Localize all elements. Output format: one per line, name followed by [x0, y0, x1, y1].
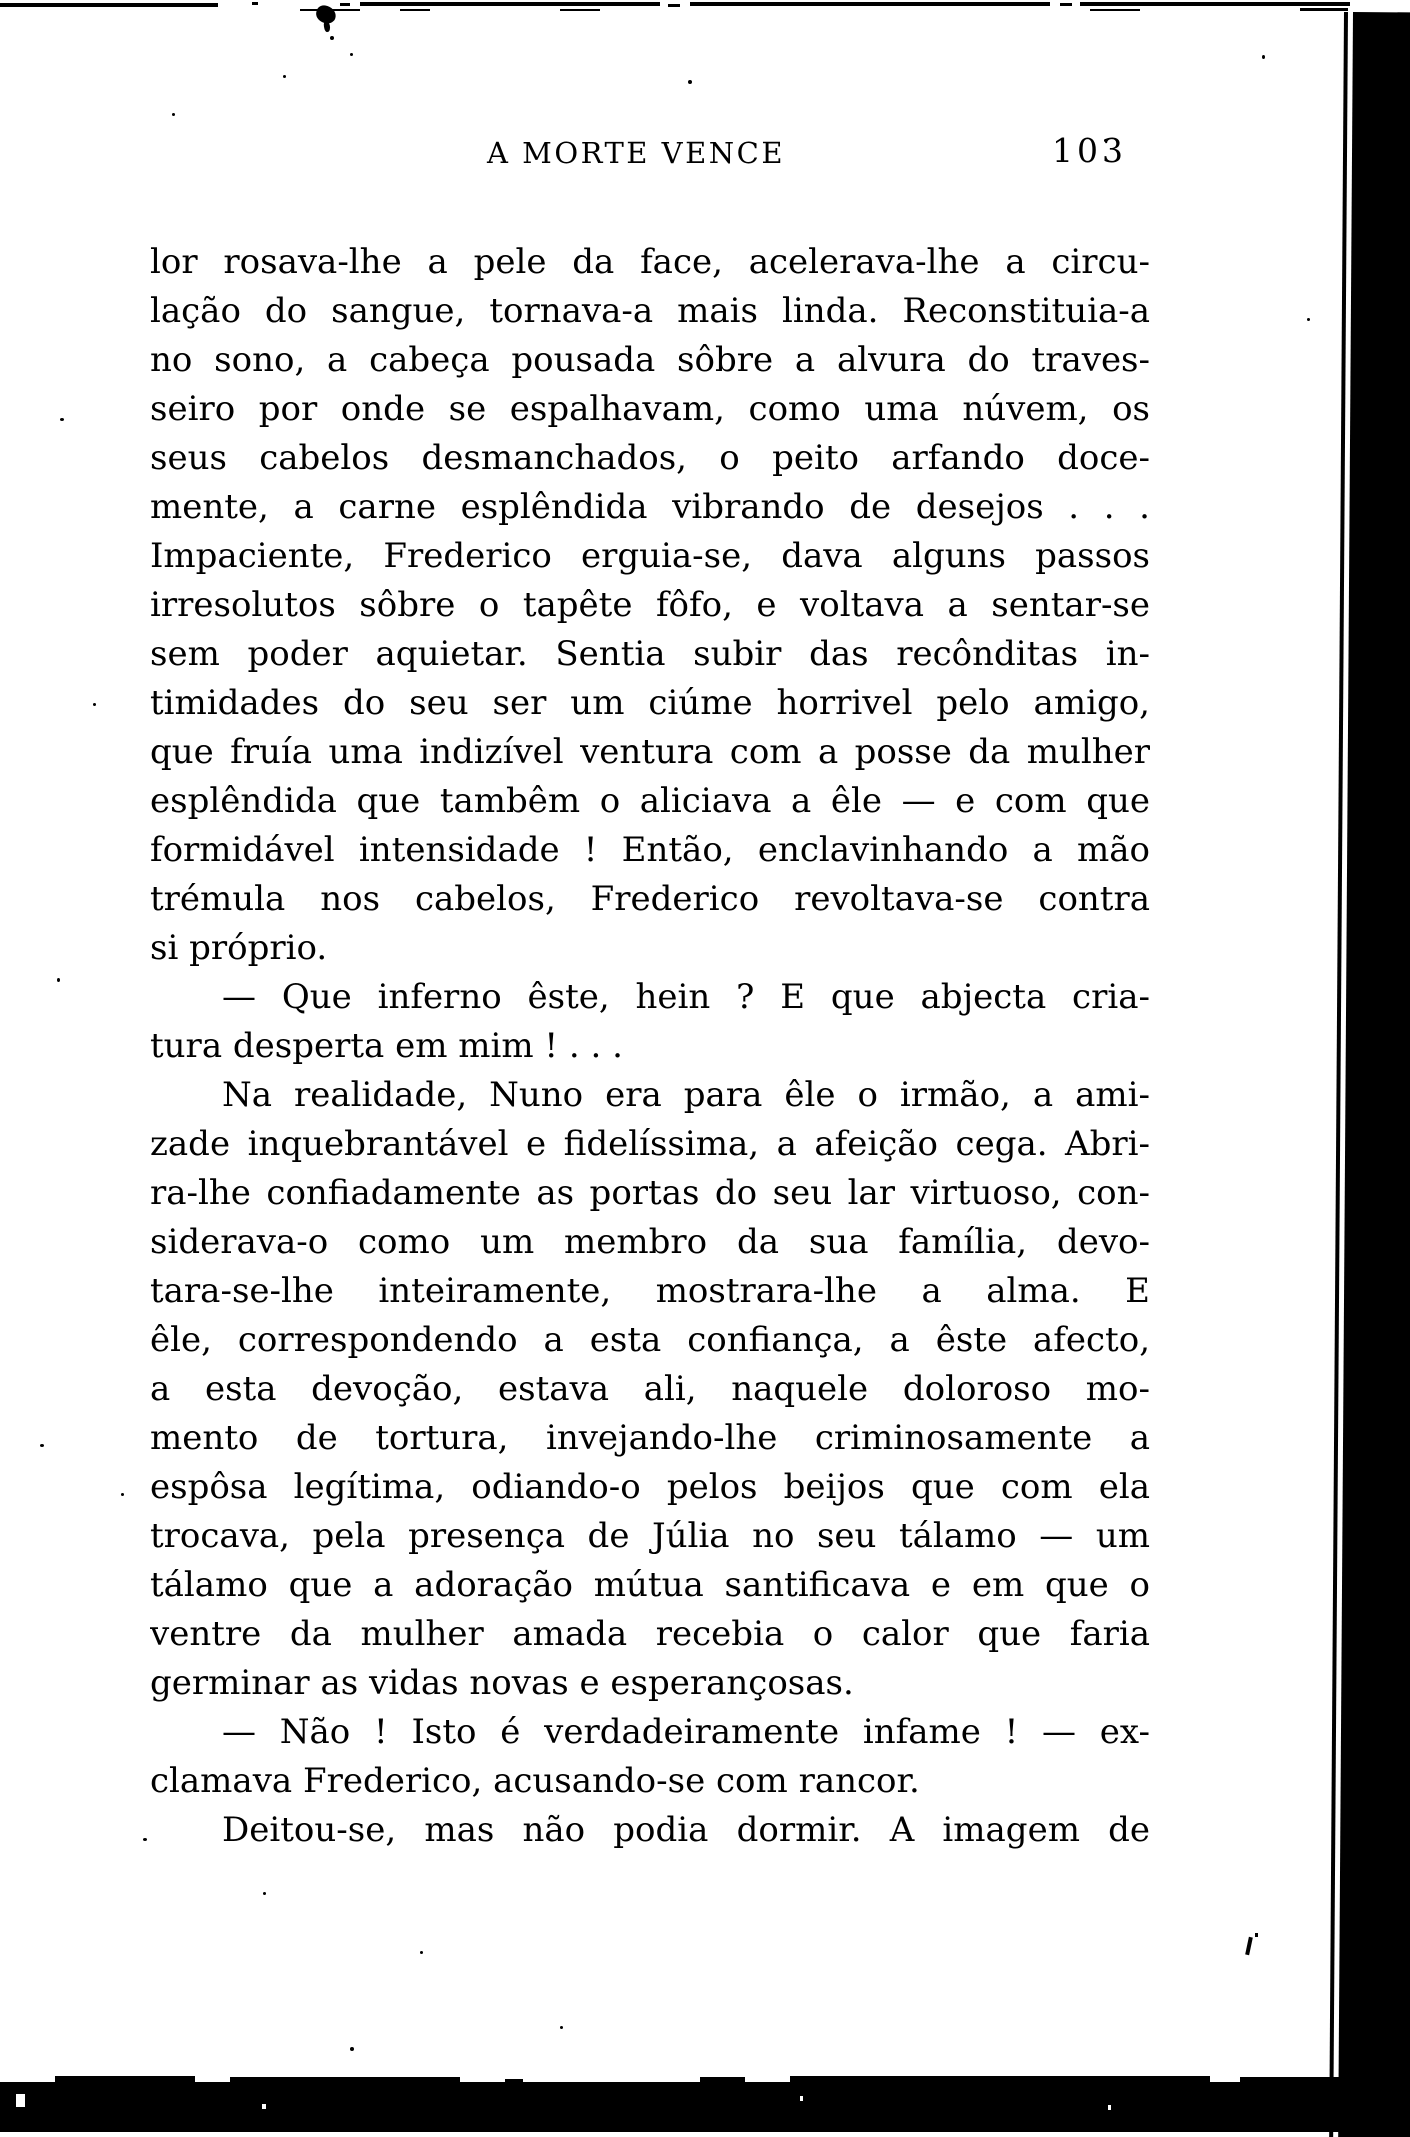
top-edge-rule	[1300, 8, 1348, 11]
bottom-scan-border	[230, 2077, 460, 2082]
text-line: clamava Frederico, acusando-se com rancor.	[150, 1761, 920, 1801]
body-text	[150, 238, 1150, 1855]
top-edge-rule	[0, 3, 218, 7]
text-line: tálamo que a adoração mútua santificava e em que o	[150, 1565, 1150, 1605]
noise-speck	[560, 2026, 563, 2029]
text-line: esplêndida que tambêm o aliciava a êle — e com que	[150, 781, 1150, 821]
noise-speck	[172, 113, 175, 116]
noise-speck	[350, 53, 353, 56]
top-edge-rule	[1060, 3, 1072, 6]
stray-slash-mark	[1255, 1933, 1258, 1937]
noise-speck	[800, 2096, 803, 2101]
noise-speck	[283, 75, 286, 78]
noise-speck	[57, 978, 60, 982]
text-line: seus cabelos desmanchados, o peito arfando doce-	[150, 438, 1150, 478]
bottom-scan-border	[0, 2082, 1410, 2132]
top-edge-rule	[1080, 2, 1350, 6]
text-line: seiro por onde se espalhavam, como uma núvem, os	[150, 389, 1150, 429]
top-edge-rule	[400, 9, 430, 11]
top-edge-rule	[560, 9, 600, 11]
top-edge-rule	[252, 2, 258, 5]
text-line: mento de tortura, invejando-lhe criminosamente a	[150, 1418, 1150, 1458]
text-line: trémula nos cabelos, Frederico revoltava-se contra	[150, 879, 1150, 919]
text-line: timidades do seu ser um ciúme horrivel pelo amigo,	[150, 683, 1150, 723]
right-scan-border	[1338, 12, 1410, 2137]
noise-speck	[143, 1838, 147, 1841]
text-line: sem poder aquietar. Sentia subir das recônditas in-	[150, 634, 1150, 674]
noise-speck	[420, 1951, 423, 1954]
text-line: mente, a carne esplêndida vibrando de desejos . . .	[150, 487, 1150, 527]
noise-speck	[1307, 318, 1310, 321]
top-edge-rule	[360, 2, 660, 6]
noise-speck	[93, 703, 96, 706]
text-line: irresolutos sôbre o tapête fôfo, e voltava a sentar-se	[150, 585, 1150, 625]
text-line: formidável intensidade ! Então, enclavinhando a mão	[150, 830, 1150, 870]
text-line: no sono, a cabeça pousada sôbre a alvura do traves-	[150, 340, 1150, 380]
text-line: siderava-o como um membro da sua família, devo-	[150, 1222, 1150, 1262]
ink-blot-mark	[330, 36, 334, 40]
top-edge-rule	[340, 3, 350, 6]
text-line: ra-lhe confiadamente as portas do seu lar virtuoso, con-	[150, 1173, 1150, 1213]
noise-speck	[688, 80, 692, 84]
bottom-scan-border	[790, 2076, 1210, 2082]
noise-speck	[60, 418, 64, 421]
top-edge-rule	[690, 2, 1050, 6]
noise-speck	[1262, 55, 1265, 59]
text-line: ventre da mulher amada recebia o calor que faria	[150, 1614, 1150, 1654]
text-line: Impaciente, Frederico erguia-se, dava alguns passos	[150, 536, 1150, 576]
text-line: lação do sangue, tornava-a mais linda. Reconstituia-a	[150, 291, 1150, 331]
noise-speck	[16, 2094, 25, 2107]
text-line: espôsa legítima, odiando-o pelos beijos que com ela	[150, 1467, 1150, 1507]
text-line: lor rosava-lhe a pele da face, acelerava-lhe a circu-	[150, 242, 1150, 282]
noise-speck	[121, 1493, 124, 1496]
noise-speck	[350, 2047, 354, 2051]
stray-slash-mark	[1245, 1937, 1253, 1955]
top-edge-rule	[1090, 9, 1140, 11]
text-line: germinar as vidas novas e esperançosas.	[150, 1663, 854, 1703]
text-line: Na realidade, Nuno era para êle o irmão, a ami-	[222, 1075, 1150, 1115]
text-line: si próprio.	[150, 928, 328, 968]
noise-speck	[262, 2104, 266, 2109]
running-head-title: A MORTE VENCE	[487, 136, 786, 170]
bottom-scan-border	[505, 2079, 523, 2083]
page-number: 103	[1052, 131, 1127, 170]
top-edge-rule	[668, 4, 680, 7]
text-line: a esta devoção, estava ali, naquele doloroso mo-	[150, 1369, 1150, 1409]
bottom-scan-border	[700, 2077, 745, 2082]
text-line: Deitou-se, mas não podia dormir. A imagem de	[222, 1810, 1150, 1850]
text-line: — Não ! Isto é verdadeiramente infame ! — ex-	[222, 1712, 1150, 1752]
noise-speck	[40, 1444, 44, 1447]
noise-speck	[1108, 2105, 1111, 2110]
text-line: trocava, pela presença de Júlia no seu tálamo — um	[150, 1516, 1150, 1556]
text-line: tura desperta em mim ! . . .	[150, 1026, 623, 1066]
text-line: zade inquebrantável e fidelíssima, a afeição cega. Abri-	[150, 1124, 1150, 1164]
bottom-scan-border	[1240, 2077, 1350, 2083]
text-line: que fruía uma indizível ventura com a posse da mulher	[150, 732, 1150, 772]
text-line: tara-se-lhe inteiramente, mostrara-lhe a alma. E	[150, 1271, 1150, 1311]
text-line: — Que inferno êste, hein ? E que abjecta cria-	[222, 977, 1150, 1017]
text-line: êle, correspondendo a esta confiança, a êste afecto,	[150, 1320, 1150, 1360]
noise-speck	[263, 1892, 266, 1895]
bottom-scan-border	[55, 2076, 195, 2082]
